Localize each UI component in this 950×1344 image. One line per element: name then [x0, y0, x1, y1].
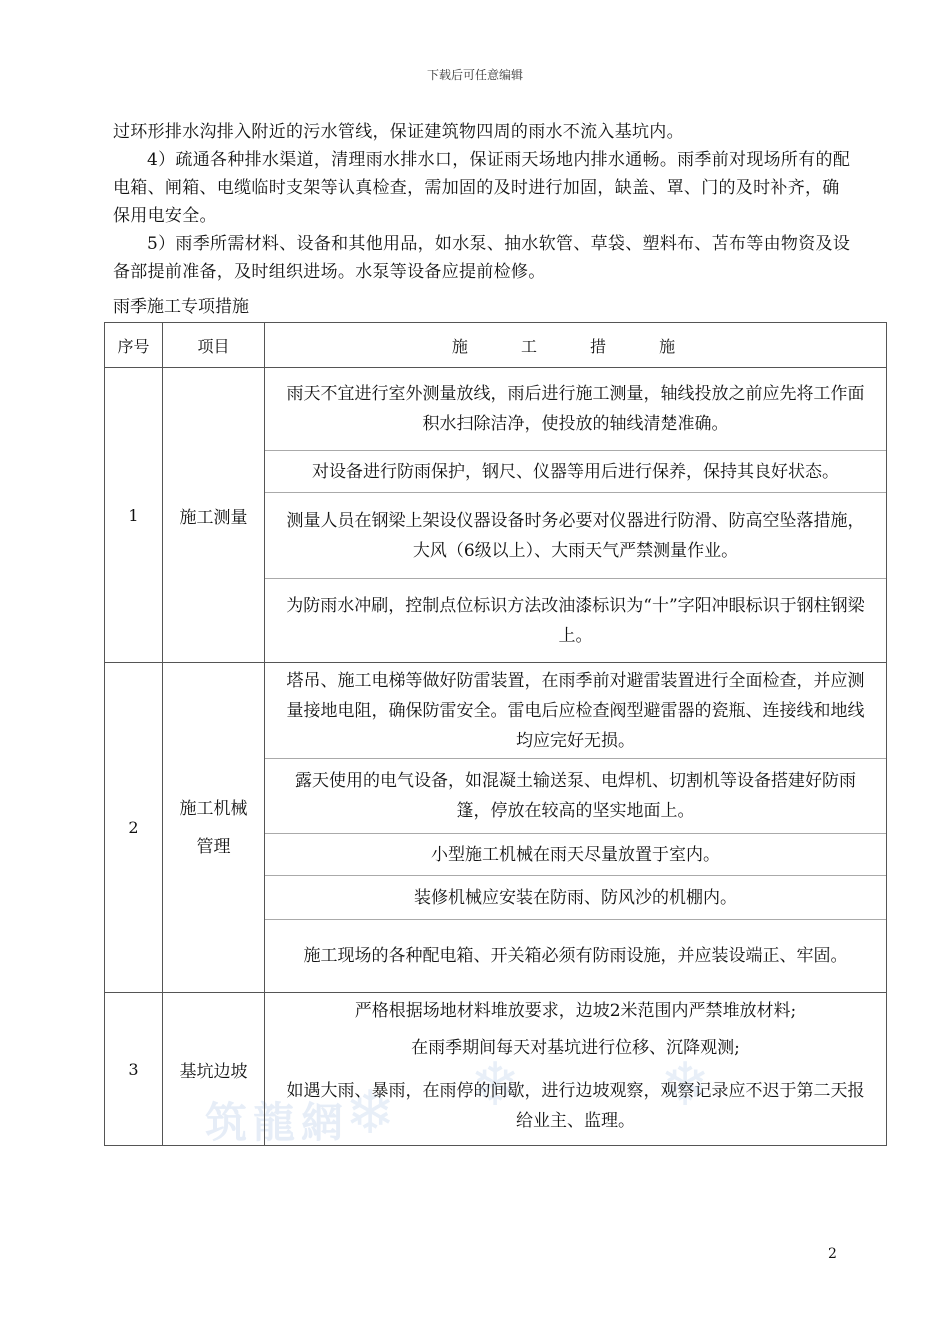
row-measures [265, 368, 887, 663]
table-row [105, 368, 887, 663]
measure-item: 如遇大雨、暴雨，在雨停的间歇，进行边坡观察，观察记录应不迟于第二天报给业主、监理。 [286, 1081, 865, 1131]
header-item: 项目 [163, 323, 265, 368]
row-no: 1 [105, 368, 163, 663]
row-item: 施工机械管理 [163, 663, 265, 993]
snowflake-watermark-icon: ❄ [470, 1050, 521, 1120]
measure-item: 对设备进行防雨保护，钢尺、仪器等用后进行保养，保持其良好状态。 [265, 451, 886, 493]
table-row [105, 663, 887, 993]
row-item: 施工测量 [163, 368, 265, 663]
row-measures [265, 993, 887, 1146]
measure-item: 小型施工机械在雨天尽量放置于室内。 [265, 834, 886, 876]
paragraph-3: 5）雨季所需材料、设备和其他用品，如水泵、抽水软管、草袋、塑料布、苫布等由物资及设备部提前准备，及时组织进场。水泵等设备应提前检修。 [113, 234, 851, 282]
measure-item: 在雨季期间每天对基坑进行位移、沉降观测; [411, 1038, 740, 1058]
measure-item: 露天使用的电气设备，如混凝土输送泵、电焊机、切割机等设备搭建好防雨篷，停放在较高的坚实地面上。 [265, 759, 886, 834]
row-measures [265, 663, 887, 993]
section-title: 雨季施工专项措施 [113, 297, 249, 317]
measure-item: 为防雨水冲刷，控制点位标识方法改油漆标识为“十”字阳冲眼标识于钢柱钢梁上。 [286, 595, 865, 646]
snowflake-watermark-icon: ❄ [345, 1078, 396, 1148]
paragraph-2: 4）疏通各种排水渠道，清理雨水排水口，保证雨天场地内排水通畅。雨季前对现场所有的配电箱、闸箱、电缆临时支架等认真检查，需加固的及时进行加固，缺盖、罩、门的及时补齐，确保用电安全。 [113, 150, 851, 226]
measure-item: 严格根据场地材料堆放要求，边坡2米范围内严禁堆放材料; [354, 1001, 797, 1021]
row-no: 2 [105, 663, 163, 993]
header-no: 序号 [105, 323, 163, 368]
paragraph-1: 过环形排水沟排入附近的污水管线，保证建筑物四周的雨水不流入基坑内。 [113, 122, 684, 142]
body-text [113, 118, 853, 286]
measure-item: 施工现场的各种配电箱、开关箱必须有防雨设施，并应装设端正、牢固。 [303, 946, 848, 966]
measures-table [104, 322, 887, 1146]
page-header: 下载后可任意编辑 [426, 68, 523, 82]
measure-item: 塔吊、施工电梯等做好防雷装置，在雨季前对避雷装置进行全面检查，并应测量接地电阻，确保防雷安全。雷电后应检查阀型避雷器的瓷瓶、连接线和地线均应完好无损。 [265, 663, 886, 759]
table-header-row [105, 323, 887, 368]
row-item: 基坑边坡 [163, 993, 265, 1146]
page-number: 2 [828, 1246, 837, 1262]
watermark-logo: 筑龍網 [205, 1098, 350, 1147]
measure-item: 装修机械应安装在防雨、防风沙的机棚内。 [265, 876, 886, 920]
table-row [105, 993, 887, 1146]
measure-item: 雨天不宜进行室外测量放线，雨后进行施工测量，轴线投放之前应先将工作面积水扫除洁净，使投放的轴线清楚准确。 [265, 368, 886, 451]
snowflake-watermark-icon: ❄ [660, 1050, 711, 1120]
measure-item: 测量人员在钢梁上架设仪器设备时务必要对仪器进行防滑、防高空坠落措施，大风（6级以上）、大雨天气严禁测量作业。 [265, 493, 886, 579]
row-no: 3 [105, 993, 163, 1146]
header-measures: 施 工 措 施 [265, 323, 887, 368]
